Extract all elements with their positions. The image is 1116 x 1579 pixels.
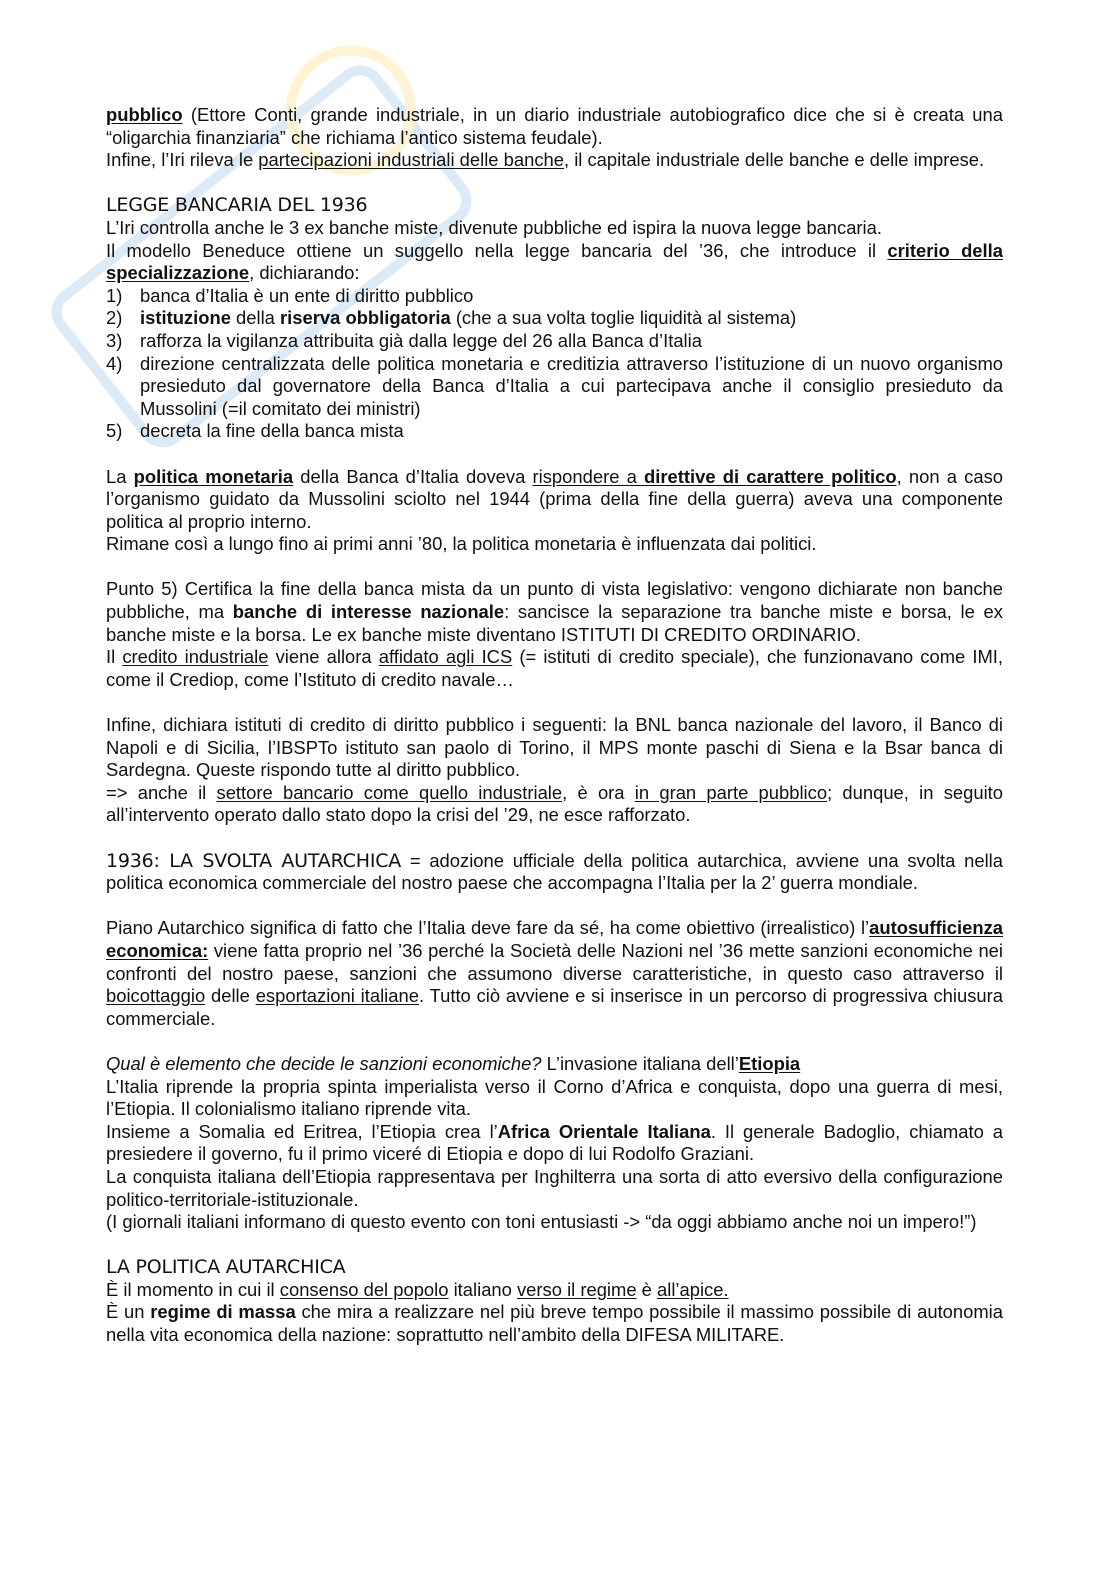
paragraph-conquista: La conquista italiana dell’Etiopia rappresentava per Inghilterra una sorta di atto eversivo della configurazione politico-territoriale-istituzionale.	[106, 1165, 1003, 1210]
paragraph-piano-autarchico: Piano Autarchico significa di fatto che l’Italia deve fare da sé, ha come obiettivo (irrealistico) l’autosufficienza economica: viene fatta proprio nel ’36 perché la Società delle Nazioni nel ’36 mette sanzioni economiche nei confronti del nostro paese, sanzioni che assumono diverse caratteristiche, in questo caso attraverso il boicottaggio delle esportazioni italiane. Tutto ciò avviene e si inserisce in un percorso di progressiva chiusura commerciale.	[106, 917, 1003, 1029]
paragraph-spinta-imperialista: L’Italia riprende la propria spinta imperialista verso il Corno d’Africa e conquista, dopo una guerra di mesi, l’Etiopia. Il colonialismo italiano riprende vita.	[106, 1075, 1003, 1120]
term-pubblico: pubblico	[106, 104, 183, 125]
paragraph-africa-orientale: Insieme a Somalia ed Eritrea, l’Etiopia crea l’Africa Orientale Italiana. Il generale Badoglio, chiamato a presiedere il governo, fu il primo viceré di Etiopia e dopo di lui Rodolfo Graziani.	[106, 1120, 1003, 1165]
list-item: 4) direzione centralizzata delle politica monetaria e creditizia attraverso l’istituzione di un nuovo organismo presieduto dal governatore della Banca d’Italia a cui partecipava anche il consiglio presieduto da Mussolini (=il comitato dei ministri)	[106, 352, 1003, 419]
paragraph-credito-industriale: Il credito industriale viene allora affidato agli ICS (= istituti di credito speciale), che funzionavano come IMI, come il Crediop, come l’Istituto di credito navale…	[106, 646, 1003, 690]
list-item: 1) banca d’Italia è un ente di diritto pubblico	[106, 284, 474, 306]
document-page	[106, 104, 1003, 1347]
paragraph-iri-controlla: L’Iri controlla anche le 3 ex banche miste, divenute pubbliche ed ispira la nuova legge bancaria.	[106, 216, 882, 238]
legge-list	[106, 285, 1003, 443]
paragraph-punto-5: Punto 5) Certifica la fine della banca mista da un punto di vista legislativo: vengono dichiarate non banche pubbliche, ma banche di interesse nazionale: sancisce la separazione tra banche miste e borsa, le ex banche miste e la borsa. Le ex banche miste diventano ISTITUTI DI CREDITO ORDINARIO.	[106, 578, 1003, 645]
paragraph-politica-monetaria: La politica monetaria della Banca d’Italia doveva rispondere a direttive di carattere politico, non a caso l’organismo guidato da Mussolini sciolto nel 1944 (prima della fine della guerra) aveva una componente politica al proprio interno.	[106, 465, 1003, 532]
paragraph-istituti-diritto-pubblico: Infine, dichiara istituti di credito di diritto pubblico i seguenti: la BNL banca nazionale del lavoro, il Banco di Napoli e di Sicilia, l’IBSPTo istituto san paolo di Torino, il MPS monte paschi di Siena e la Bsar banca di Sardegna. Queste rispondo tutte al diritto pubblico.	[106, 714, 1003, 781]
paragraph-question-etiopia: Qual è elemento che decide le sanzioni economiche? L’invasione italiana dell’Etiopia	[106, 1052, 801, 1074]
list-item: 5) decreta la fine della banca mista	[106, 420, 404, 442]
paragraph-consenso: È il momento in cui il consenso del popolo italiano verso il regime è all’apice.	[106, 1278, 729, 1300]
list-item: 2) istituzione della riserva obbligatoria (che a sua volta toglie liquidità al sistema)	[106, 307, 797, 329]
heading-legge-bancaria: LEGGE BANCARIA DEL 1936	[106, 194, 368, 217]
heading-politica-autarchica: LA POLITICA AUTARCHICA	[106, 1256, 346, 1279]
paragraph-pubblico: pubblico (Ettore Conti, grande industriale, in un diario industriale autobiografico dice che si è creata una “oligarchia finanziaria” che richiama l’antico sistema feudale).	[106, 104, 1003, 148]
list-item: 3) rafforza la vigilanza attribuita già dalla legge del 26 alla Banca d’Italia	[106, 329, 702, 351]
paragraph-regime-di-massa: È un regime di massa che mira a realizzare nel più breve tempo possibile il massimo possibile di autonomia nella vita economica della nazione: soprattutto nell’ambito della DIFESA MILITARE.	[106, 1301, 1003, 1346]
paragraph-iri-partecipazioni: Infine, l’Iri rileva le partecipazioni industriali delle banche, il capitale industriale delle banche e delle imprese.	[106, 149, 985, 171]
paragraph-svolta-autarchica: 1936: LA SVOLTA AUTARCHICA = adozione ufficiale della politica autarchica, avviene una svolta nella politica economica commerciale del nostro paese che accompagna l’Italia per la 2’ guerra mondiale.	[106, 849, 1003, 894]
heading-svolta-autarchica: 1936: LA SVOLTA AUTARCHICA	[106, 849, 402, 872]
paragraph-giornali: (I giornali italiani informano di questo evento con toni entusiasti -> “da oggi abbiamo anche noi un impero!”)	[106, 1211, 977, 1233]
paragraph-settore-bancario: => anche il settore bancario come quello industriale, è ora in gran parte pubblico; dunque, in seguito all’intervento operato dallo stato dopo la crisi del ’29, ne esce rafforzato.	[106, 781, 1003, 826]
paragraph-rimane: Rimane così a lungo fino ai primi anni ’80, la politica monetaria è influenzata dai politici.	[106, 533, 817, 555]
paragraph-modello-beneduce: Il modello Beneduce ottiene un suggello nella legge bancaria del ’36, che introduce il criterio della specializzazione, dichiarando:	[106, 239, 1003, 284]
